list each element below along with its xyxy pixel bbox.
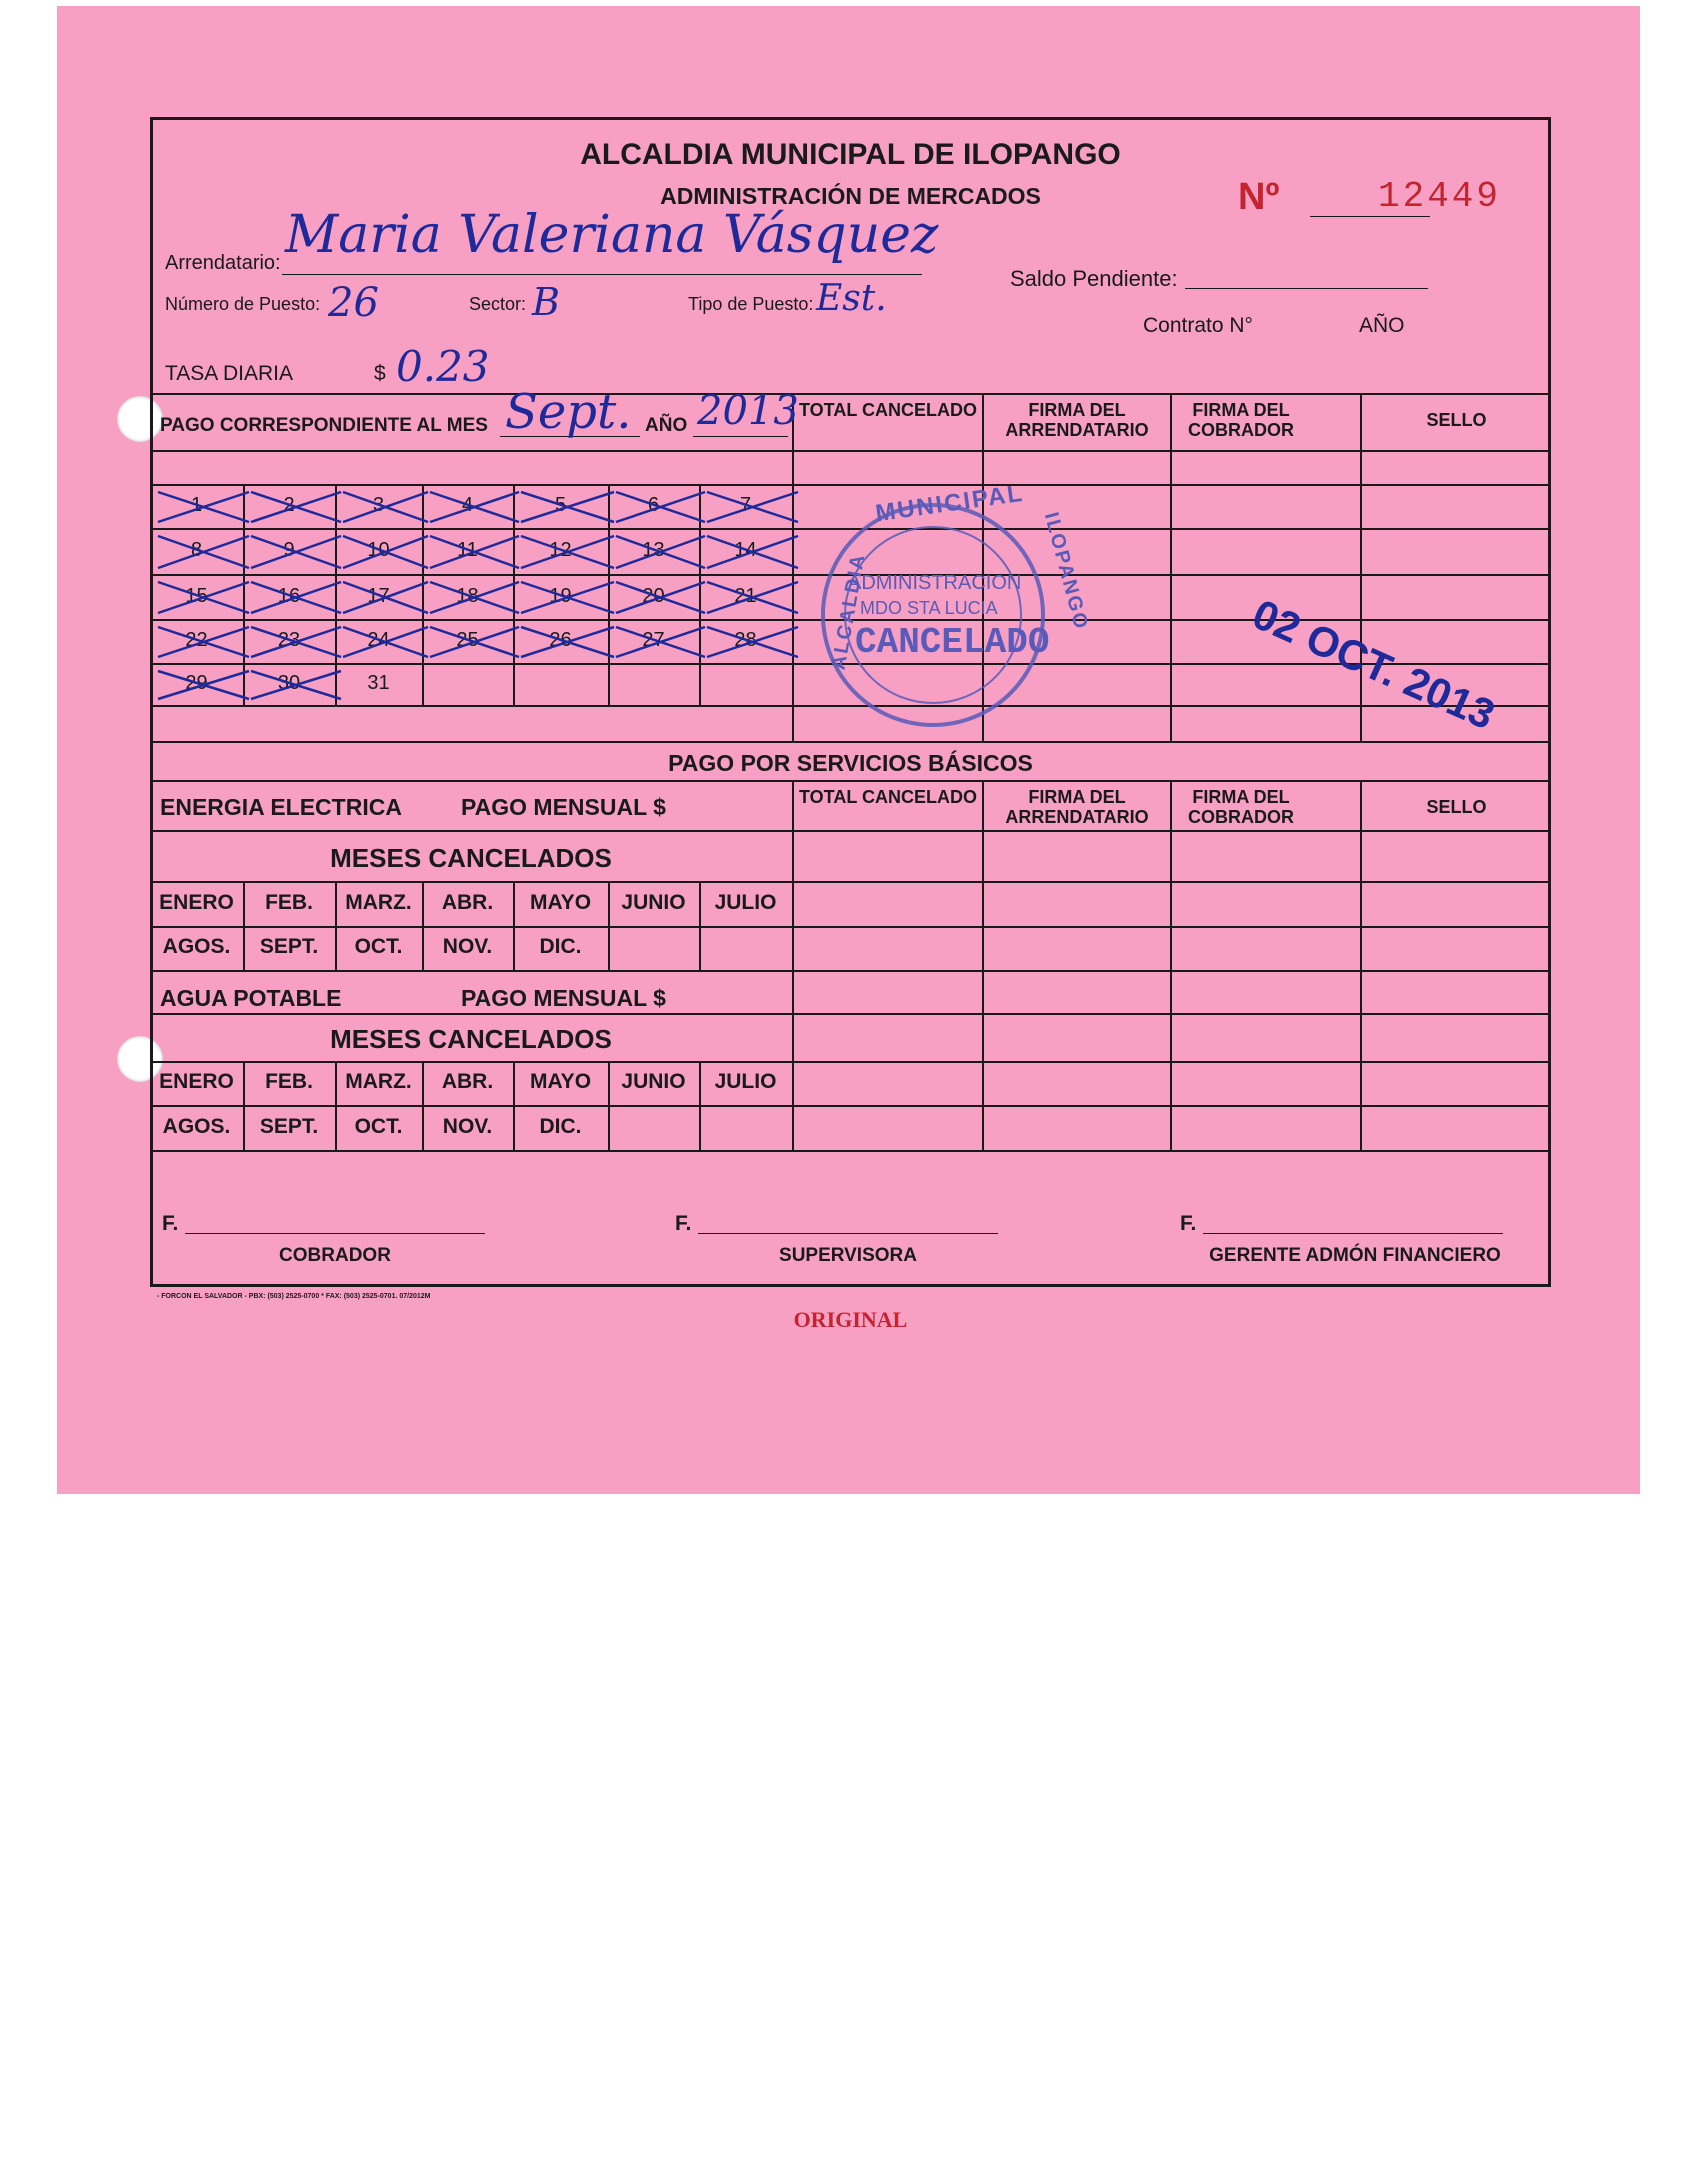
month-cell-0-1[interactable]: FEB. <box>265 890 313 914</box>
tasa-currency: $ <box>374 362 386 385</box>
sector-value[interactable]: B <box>532 280 560 324</box>
month-cell-0-5[interactable]: JUNIO <box>621 890 686 914</box>
arrendatario-value[interactable]: Maria Valeriana Vásquez <box>285 205 939 265</box>
month-cell-2-2[interactable]: MARZ. <box>345 1070 412 1093</box>
sig-supervisora: SUPERVISORA <box>779 1245 917 1266</box>
sector-label: Sector: <box>469 294 527 314</box>
energia-pago-label: PAGO MENSUAL $ <box>461 794 666 820</box>
pago-mes-label: PAGO CORRESPONDIENTE AL MES <box>160 415 488 436</box>
day-cell-20: 20 <box>642 584 665 607</box>
day-cell-19: 19 <box>549 584 572 607</box>
sig-line-cobrador[interactable] <box>185 1207 485 1234</box>
tipo-label: Tipo de Puesto: <box>688 294 814 314</box>
sig-gerente: GERENTE ADMÓN FINANCIERO <box>1209 1245 1501 1266</box>
sig-cobrador: COBRADOR <box>279 1245 391 1266</box>
sig-prefix-1: F. <box>162 1212 179 1235</box>
day-cell-21: 21 <box>734 584 757 607</box>
day-cell-22: 22 <box>185 629 208 651</box>
day-cell-27: 27 <box>642 629 665 651</box>
form-title: ALCALDIA MUNICIPAL DE ILOPANGO <box>580 138 1121 171</box>
month-cell-3-4[interactable]: DIC. <box>539 1114 582 1138</box>
tasa-label: TASA DIARIA <box>165 362 293 385</box>
month-cell-3-2[interactable]: OCT. <box>354 1114 403 1138</box>
day-cell-7: 7 <box>739 494 752 516</box>
month-cell-0-6[interactable]: JULIO <box>714 890 777 914</box>
day-cell-16: 16 <box>277 584 301 607</box>
day-cell-2: 2 <box>283 494 295 516</box>
copy-label: ORIGINAL <box>793 1307 908 1332</box>
col-sello: SELLO <box>1426 410 1487 430</box>
sig-line-gerente[interactable] <box>1203 1207 1503 1234</box>
month-cell-2-6[interactable]: JULIO <box>714 1070 777 1093</box>
meses-cancelados-agua: MESES CANCELADOS <box>330 1024 612 1054</box>
stamp-line-2: MDO STA LUCIA <box>860 598 998 618</box>
day-cell-13: 13 <box>642 539 665 561</box>
day-cell-15: 15 <box>185 584 208 607</box>
month-cell-3-1[interactable]: SEPT. <box>259 1114 319 1138</box>
day-cell-18: 18 <box>456 584 479 607</box>
col-firma-arrendatario: FIRMA DEL ARRENDATARIO <box>1005 400 1149 440</box>
day-cell-12: 12 <box>549 539 572 561</box>
stamp-top-text: MUNICIPAL <box>873 479 1026 528</box>
day-cell-8: 8 <box>190 539 203 561</box>
stamp-right-text: ILOPANGO <box>1039 509 1093 633</box>
srv-col-firma-cobrador: FIRMA DEL COBRADOR <box>1188 787 1294 827</box>
meses-cancelados-energia: MESES CANCELADOS <box>330 843 612 873</box>
month-cell-0-4[interactable]: MAYO <box>529 890 592 914</box>
contrato-label: Contrato N° <box>1143 314 1253 337</box>
sig-line-supervisora[interactable] <box>698 1207 998 1234</box>
day-cell-24: 24 <box>367 629 390 651</box>
contrato-ano-label: AÑO <box>1359 314 1405 337</box>
day-cell-29: 29 <box>185 672 208 694</box>
day-cell-28: 28 <box>734 629 757 651</box>
printer-info: - FORCON EL SALVADOR - PBX: (503) 2525-0700 * FAX: (503) 2525-0701. 07/2012M <box>157 1293 431 1300</box>
form-subtitle: ADMINISTRACIÓN DE MERCADOS <box>660 183 1041 209</box>
month-cell-1-3[interactable]: NOV. <box>442 935 493 958</box>
month-cell-0-3[interactable]: ABR. <box>441 890 494 914</box>
month-cell-1-2[interactable]: OCT. <box>354 935 403 958</box>
month-cell-2-1[interactable]: FEB. <box>265 1070 313 1093</box>
day-cell-25: 25 <box>456 629 479 651</box>
puesto-value[interactable]: 26 <box>328 280 379 326</box>
agua-label: AGUA POTABLE <box>160 985 342 1011</box>
form-number-label: Nº <box>1238 176 1280 218</box>
day-cell-4: 4 <box>461 494 474 516</box>
month-cell-1-0[interactable]: AGOS. <box>162 935 231 958</box>
month-cell-2-3[interactable]: ABR. <box>441 1070 494 1093</box>
stamp-cancelado: CANCELADO <box>855 622 1050 663</box>
form-number: 12449 <box>1378 176 1502 217</box>
pago-ano-label: AÑO <box>645 415 688 436</box>
month-cell-2-5[interactable]: JUNIO <box>621 1070 686 1093</box>
srv-col-total: TOTAL CANCELADO <box>799 787 977 807</box>
month-cell-0-2[interactable]: MARZ. <box>345 890 412 914</box>
day-cell-1: 1 <box>190 494 203 516</box>
day-cell-10: 10 <box>367 539 390 561</box>
saldo-label: Saldo Pendiente: <box>1010 266 1178 291</box>
month-cell-1-4[interactable]: DIC. <box>539 935 582 958</box>
stamp-left-text: ALCALDIA <box>827 551 870 672</box>
energia-label: ENERGIA ELECTRICA <box>160 794 402 820</box>
day-cell-17: 17 <box>367 584 390 607</box>
col-firma-cobrador: FIRMA DEL COBRADOR <box>1188 400 1294 440</box>
pago-ano-value[interactable]: 2013 <box>697 388 799 434</box>
day-cell-30: 30 <box>277 672 301 694</box>
sig-prefix-3: F. <box>1180 1212 1197 1235</box>
day-cell-9: 9 <box>283 539 295 561</box>
day-cell-23: 23 <box>277 629 301 651</box>
tasa-value[interactable]: 0.23 <box>396 342 490 391</box>
srv-col-firma-arrendatario: FIRMA DEL ARRENDATARIO <box>1005 787 1149 827</box>
services-title: PAGO POR SERVICIOS BÁSICOS <box>668 750 1033 776</box>
day-cell-31: 31 <box>367 672 390 694</box>
stamp-line-1: ADMINISTRACION <box>848 572 1022 594</box>
month-cell-3-3[interactable]: NOV. <box>442 1114 493 1138</box>
day-cell-6: 6 <box>647 494 660 516</box>
day-cell-11: 11 <box>457 539 478 561</box>
month-cell-2-0[interactable]: ENERO <box>159 1070 234 1093</box>
col-total-cancelado: TOTAL CANCELADO <box>799 400 977 420</box>
arrendatario-label: Arrendatario: <box>165 252 281 274</box>
tipo-value[interactable]: Est. <box>816 278 887 319</box>
date-stamp: 02 OCT. 2013 <box>1245 590 1502 739</box>
month-cell-1-1[interactable]: SEPT. <box>259 935 319 958</box>
srv-col-sello: SELLO <box>1426 797 1487 817</box>
pago-mes-value[interactable]: Sept. <box>505 384 632 440</box>
month-cell-0-0[interactable]: ENERO <box>159 890 234 914</box>
day-cell-5: 5 <box>554 494 567 516</box>
month-cell-3-0[interactable]: AGOS. <box>162 1114 231 1138</box>
month-cell-2-4[interactable]: MAYO <box>529 1070 592 1093</box>
agua-pago-label: PAGO MENSUAL $ <box>461 985 666 1011</box>
puesto-label: Número de Puesto: <box>165 294 321 314</box>
day-cell-26: 26 <box>549 629 572 651</box>
day-cell-3: 3 <box>372 494 385 516</box>
day-cell-14: 14 <box>734 539 757 561</box>
sig-prefix-2: F. <box>675 1212 692 1235</box>
